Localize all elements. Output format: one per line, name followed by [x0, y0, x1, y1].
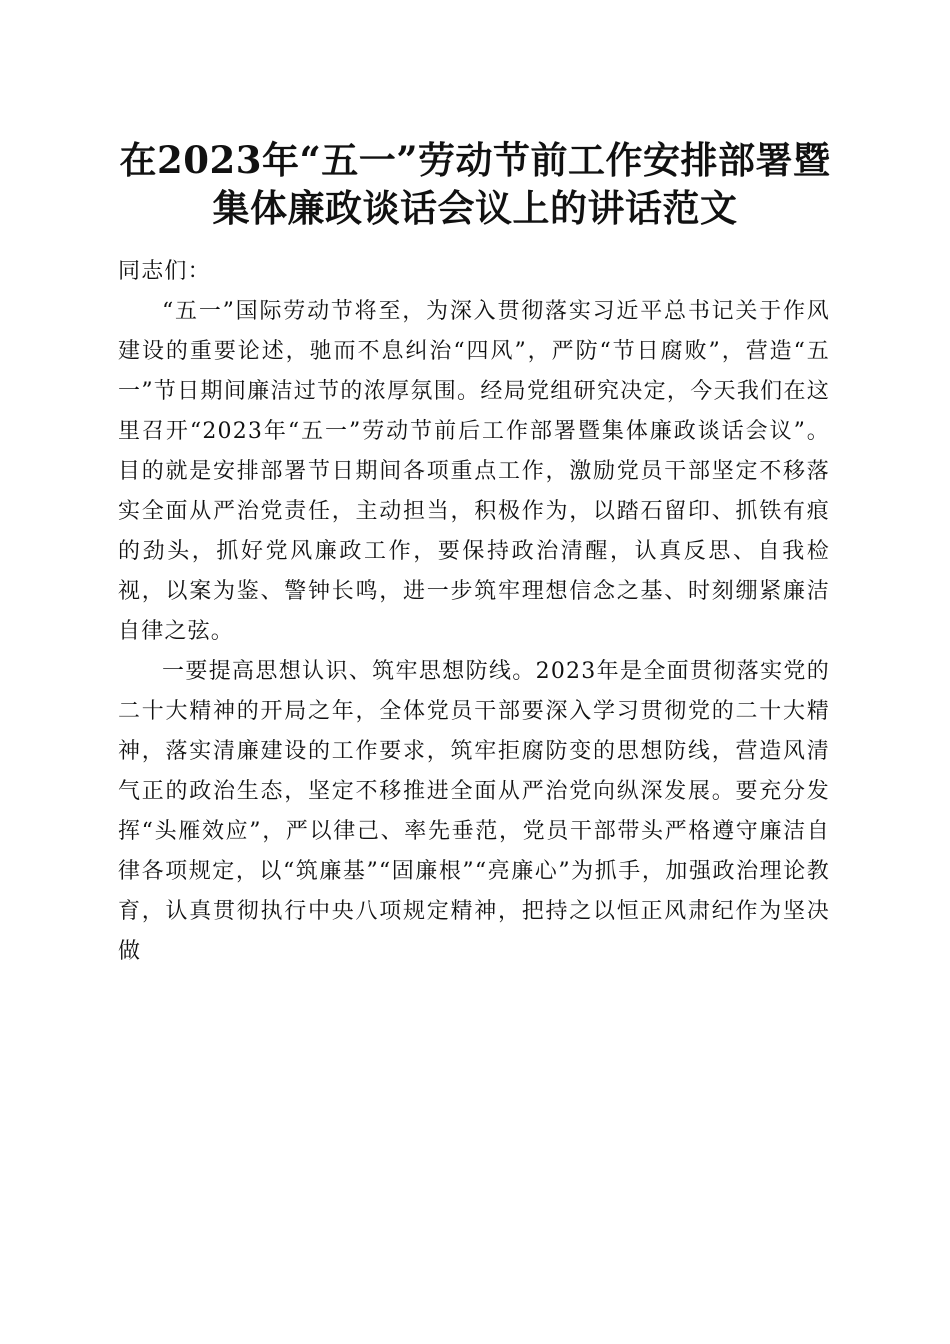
title-line-1: 在2023年“五一”劳动节前工作安排部署暨 [119, 138, 831, 182]
paragraph-intro: “五一”国际劳动节将至，为深入贯彻落实习近平总书记关于作风建设的重要论述，驰而不息纠治“四风”，严防“节日腐败”，营造“五一”节日期间廉洁过节的浓厚氛围。经局党组研究决定，今天我们在这里召开“2023年“五一”劳动节前后工作部署暨集体廉政谈话会议”。目的就是安排部署节日期间各项重点工作，激励党员干部坚定不移落实全面从严治党责任，主动担当，积极作为，以踏石留印、抓铁有痕的劲头，抓好党风廉政工作，要保持政治清醒，认真反思、自我检视，以案为鉴、警钟长鸣，进一步筑牢理想信念之基、时刻绷紧廉洁自律之弦。 [118, 299, 830, 644]
salutation: 同志们： [118, 259, 211, 284]
document-body [118, 252, 830, 972]
title-line-2: 集体廉政谈话会议上的讲话范文 [212, 186, 738, 230]
paragraph-point-one: 一要提高思想认识、筑牢思想防线。2023年是全面贯彻落实党的二十大精神的开局之年，全体党员干部要深入学习贯彻党的二十大精神，落实清廉建设的工作要求，筑牢拒腐防变的思想防线，营造风清气正的政治生态，坚定不移推进全面从严治党向纵深发展。要充分发挥“头雁效应”，严以律己、率先垂范，党员干部带头严格遵守廉洁自律各项规定，以“筑廉基”“固廉根”“亮廉心”为抓手，加强政治理论教育，认真贯彻执行中央八项规定精神，把持之以恒正风肃纪作为坚决做 [118, 659, 830, 964]
document-title [100, 136, 850, 232]
